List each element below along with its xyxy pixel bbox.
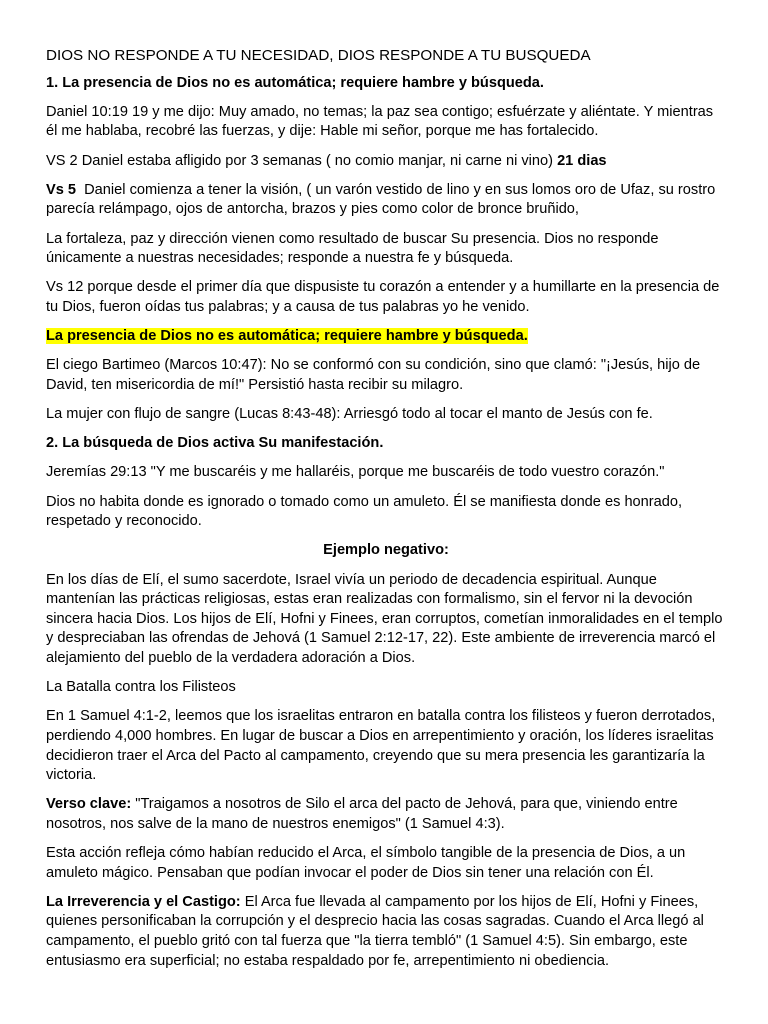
irreverencia-text: El Arca fue llevada al campamento por los hijos de Elí, Hofni y Finees, quienes personificaban la corrupción y el desprecio hacia las cosas sagradas. Cuando el Arca llegó al campamento, el pueblo gritó con tal fuerza que "la tierra tembló" (1 Samuel 4:5). Sin embargo, este entusiasmo era superficial; no estaba respaldado por fe, arrepentimiento ni obediencia. [46, 893, 704, 969]
highlighted-statement [46, 327, 726, 347]
paragraph-vs5 [46, 181, 726, 220]
batalla-heading: La Batalla contra los Filisteos [46, 679, 236, 696]
section-2-heading: 2. La búsqueda de Dios activa Su manifestación. [46, 435, 384, 452]
irreverencia-label: La Irreverencia y el Castigo: [46, 893, 241, 910]
paragraph-vs2 [46, 152, 726, 172]
paragraph-jeremias: Jeremías 29:13 "Y me buscaréis y me hallaréis, porque me buscaréis de todo vuestro corazón." [46, 464, 665, 481]
paragraph-bartimeo: El ciego Bartimeo (Marcos 10:47): No se conformó con su condición, sino que clamó: "¡Jesús, hijo de David, ten misericordia de mí!" Persistió hasta recibir su milagro. [46, 357, 701, 393]
paragraph-fortaleza: La fortaleza, paz y dirección vienen como resultado de buscar Su presencia. Dios no responde únicamente a nuestras necesidades; responde a nuestra fe y búsqueda. [46, 230, 659, 267]
paragraph-samuel-4: En 1 Samuel 4:1-2, leemos que los israelitas entraron en batalla contra los filisteos y fueron derrotados, perdiendo 4,000 hombres. En lugar de buscar a Dios en arrepentimiento y oración, los líderes israelitas decidieron traer el Arca del Pacto al campamento, creyendo que su mera presencia les garantizaría la victoria. [46, 708, 716, 784]
vs5-text: Daniel comienza a tener la visión, ( un varón vestido de lino y en sus lomos oro de Ufaz, su rostro parecía relámpago, ojos de antorcha, brazos y pies como color de bronce bruñido, [46, 181, 720, 218]
ejemplo-negativo-heading: Ejemplo negativo: [323, 542, 449, 559]
section-1-heading: 1. La presencia de Dios no es automática; requiere hambre y búsqueda. [46, 74, 544, 91]
paragraph-vs12: Vs 12 porque desde el primer día que dispusiste tu corazón a entender y a humillarte en la presencia de tu Dios, fueron oídas tus palabras; y a causa de tus palabras yo he venido. [46, 279, 720, 315]
vs2-bold-days: 21 dias [557, 152, 607, 169]
paragraph-dios-habita: Dios no habita donde es ignorado o tomado como un amuleto. Él se manifiesta donde es honrado, respetado y reconocido. [46, 493, 683, 530]
paragraph-verso-clave [46, 795, 726, 834]
document-title: DIOS NO RESPONDE A TU NECESIDAD, DIOS RESPONDE A TU BUSQUEDA [46, 47, 591, 64]
vs2-text: VS 2 Daniel estaba afligido por 3 semanas ( no comio manjar, ni carne ni vino) [46, 152, 558, 169]
paragraph-mujer: La mujer con flujo de sangre (Lucas 8:43-48): Arriesgó todo al tocar el manto de Jesús con fe. [46, 406, 653, 423]
document-page [46, 46, 726, 981]
paragraph-accion: Esta acción refleja cómo habían reducido el Arca, el símbolo tangible de la presencia de Dios, a un amuleto mágico. Pensaban que podían invocar el poder de Dios sin tener una relación con Él. [46, 845, 686, 881]
paragraph-irreverencia [46, 893, 726, 971]
vs5-label: Vs 5 [46, 181, 77, 198]
verso-clave-label: Verso clave: [46, 796, 132, 813]
paragraph-daniel-10-19: Daniel 10:19 19 y me dijo: Muy amado, no temas; la paz sea contigo; esfuérzate y aliéntate. Y mientras él me hablaba, recobré las fuerzas, y dije: Hable mi señor, porque me has fortalecido. [46, 103, 714, 140]
highlighted-text: La presencia de Dios no es automática; requiere hambre y búsqueda. [46, 328, 528, 345]
paragraph-eli: En los días de Elí, el sumo sacerdote, Israel vivía un periodo de decadencia espiritual. Aunque mantenían las prácticas religiosas, estas eran realizadas con formalismo, sin el fervor ni la devoción sincera hacia Dios. Los hijos de Elí, Hofni y Finees, eran corruptos, cometían inmoralidades en el templo y despreciaban las ofrendas de Jehová (1 Samuel 2:12-17, 22). Este ambiente de irreverencia marcó el alejamiento del pueblo de la verdadera adoración a Dios. [46, 571, 723, 666]
verso-clave-text: "Traigamos a nosotros de Silo el arca del pacto de Jehová, para que, viniendo entre nosotros, nos salve de la mano de nuestros enemigos" (1 Samuel 4:3). [46, 796, 678, 832]
